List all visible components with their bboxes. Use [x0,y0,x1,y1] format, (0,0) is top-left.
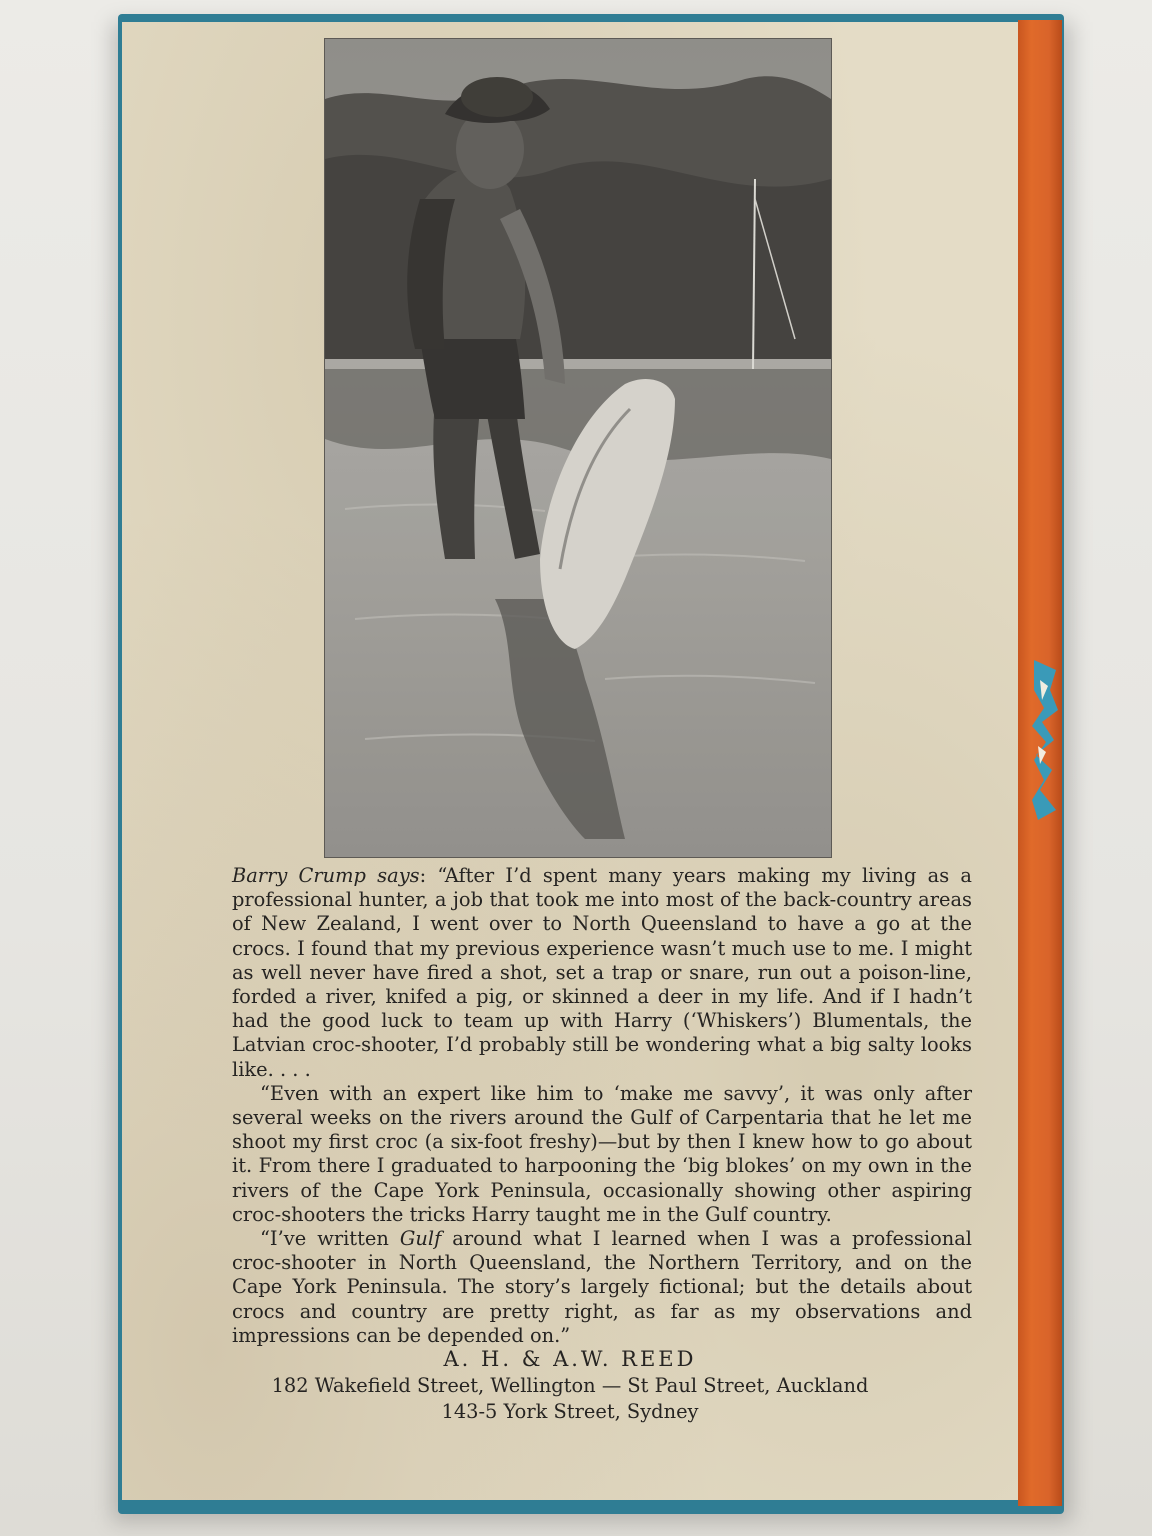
publisher-address-line-1: 182 Wakefield Street, Wellington — St Paul Street, Auckland [271,1374,869,1397]
spine-artwork [1030,660,1060,820]
blurb-text [232,864,972,1348]
blurb-paragraph-1: Barry Crump says: “After I’d spent many years making my living as a professional hunter, a job that took me into most of the back-country areas of New Zealand, I went over to North Queensland to have a go at the crocs. I found that my previous experience wasn’t much use to me. I might as well never have fired a shot, set a trap or snare, run out a poison-line, forded a river, knifed a pig, or skinned a deer in my life. And if I hadn’t had the good luck to team up with Harry (‘Whiskers’) Blumentals, the Latvian croc-shooter, I’d probably still be wondering what a big salty looks like. . . . [232,864,972,1081]
photo-man-with-crocodile-image [325,39,831,857]
publisher-address-line-2: 143-5 York Street, Sydney [441,1400,699,1423]
back-cover [122,22,1018,1500]
blurb-paragraph-3 [232,1227,972,1348]
book-spine [1018,20,1062,1506]
blurb-p3-after: around what I learned when I was a professional croc-shooter in North Queensland, the Northern Territory, and on the Cape York Peninsula. The story’s largely fictional; but the details about crocs and country are pretty right, as far as my observations and impressions can be depended on.” [232,1227,972,1347]
blurb-attribution: Barry Crump says [232,864,420,887]
blurb-paragraph-1-text: “After I’d spent many years making my living as a professional hunter, a job that took me into most of the back-country areas of New Zealand, I went over to North Queensland to have a go at the crocs. I found that my previous experience wasn’t much use to me. I might as well never have fired a shot, set a trap or snare, run out a poison-line, forded a river, knifed a pig, or skinned a deer in my life. And if I hadn’t had the good luck to team up with Harry (‘Whiskers’) Blumentals, the Latvian croc-shooter, I’d probably still be wondering what a big salty looks like. . . . [232,864,972,1081]
book-title-gulf: Gulf [399,1227,442,1251]
blurb-paragraph-2: “Even with an expert like him to ‘make me savvy’, it was only after several weeks on the rivers around the Gulf of Carpentaria that he let me shoot my first croc (a six-foot freshy)—but by then I knew how to go about it. From there I graduated to harpooning the ‘big blokes’ on my own in the rivers of the Cape York Peninsula, occasionally showing other aspiring croc-shooters the tricks Harry taught me in the Gulf country. [232,1081,972,1226]
publisher-name: A. H. & A.W. REED [443,1347,697,1371]
book [118,14,1064,1514]
blurb-p3-before: “I’ve written [260,1227,400,1251]
cover-photo [324,38,832,858]
publisher-block [122,1345,1018,1425]
